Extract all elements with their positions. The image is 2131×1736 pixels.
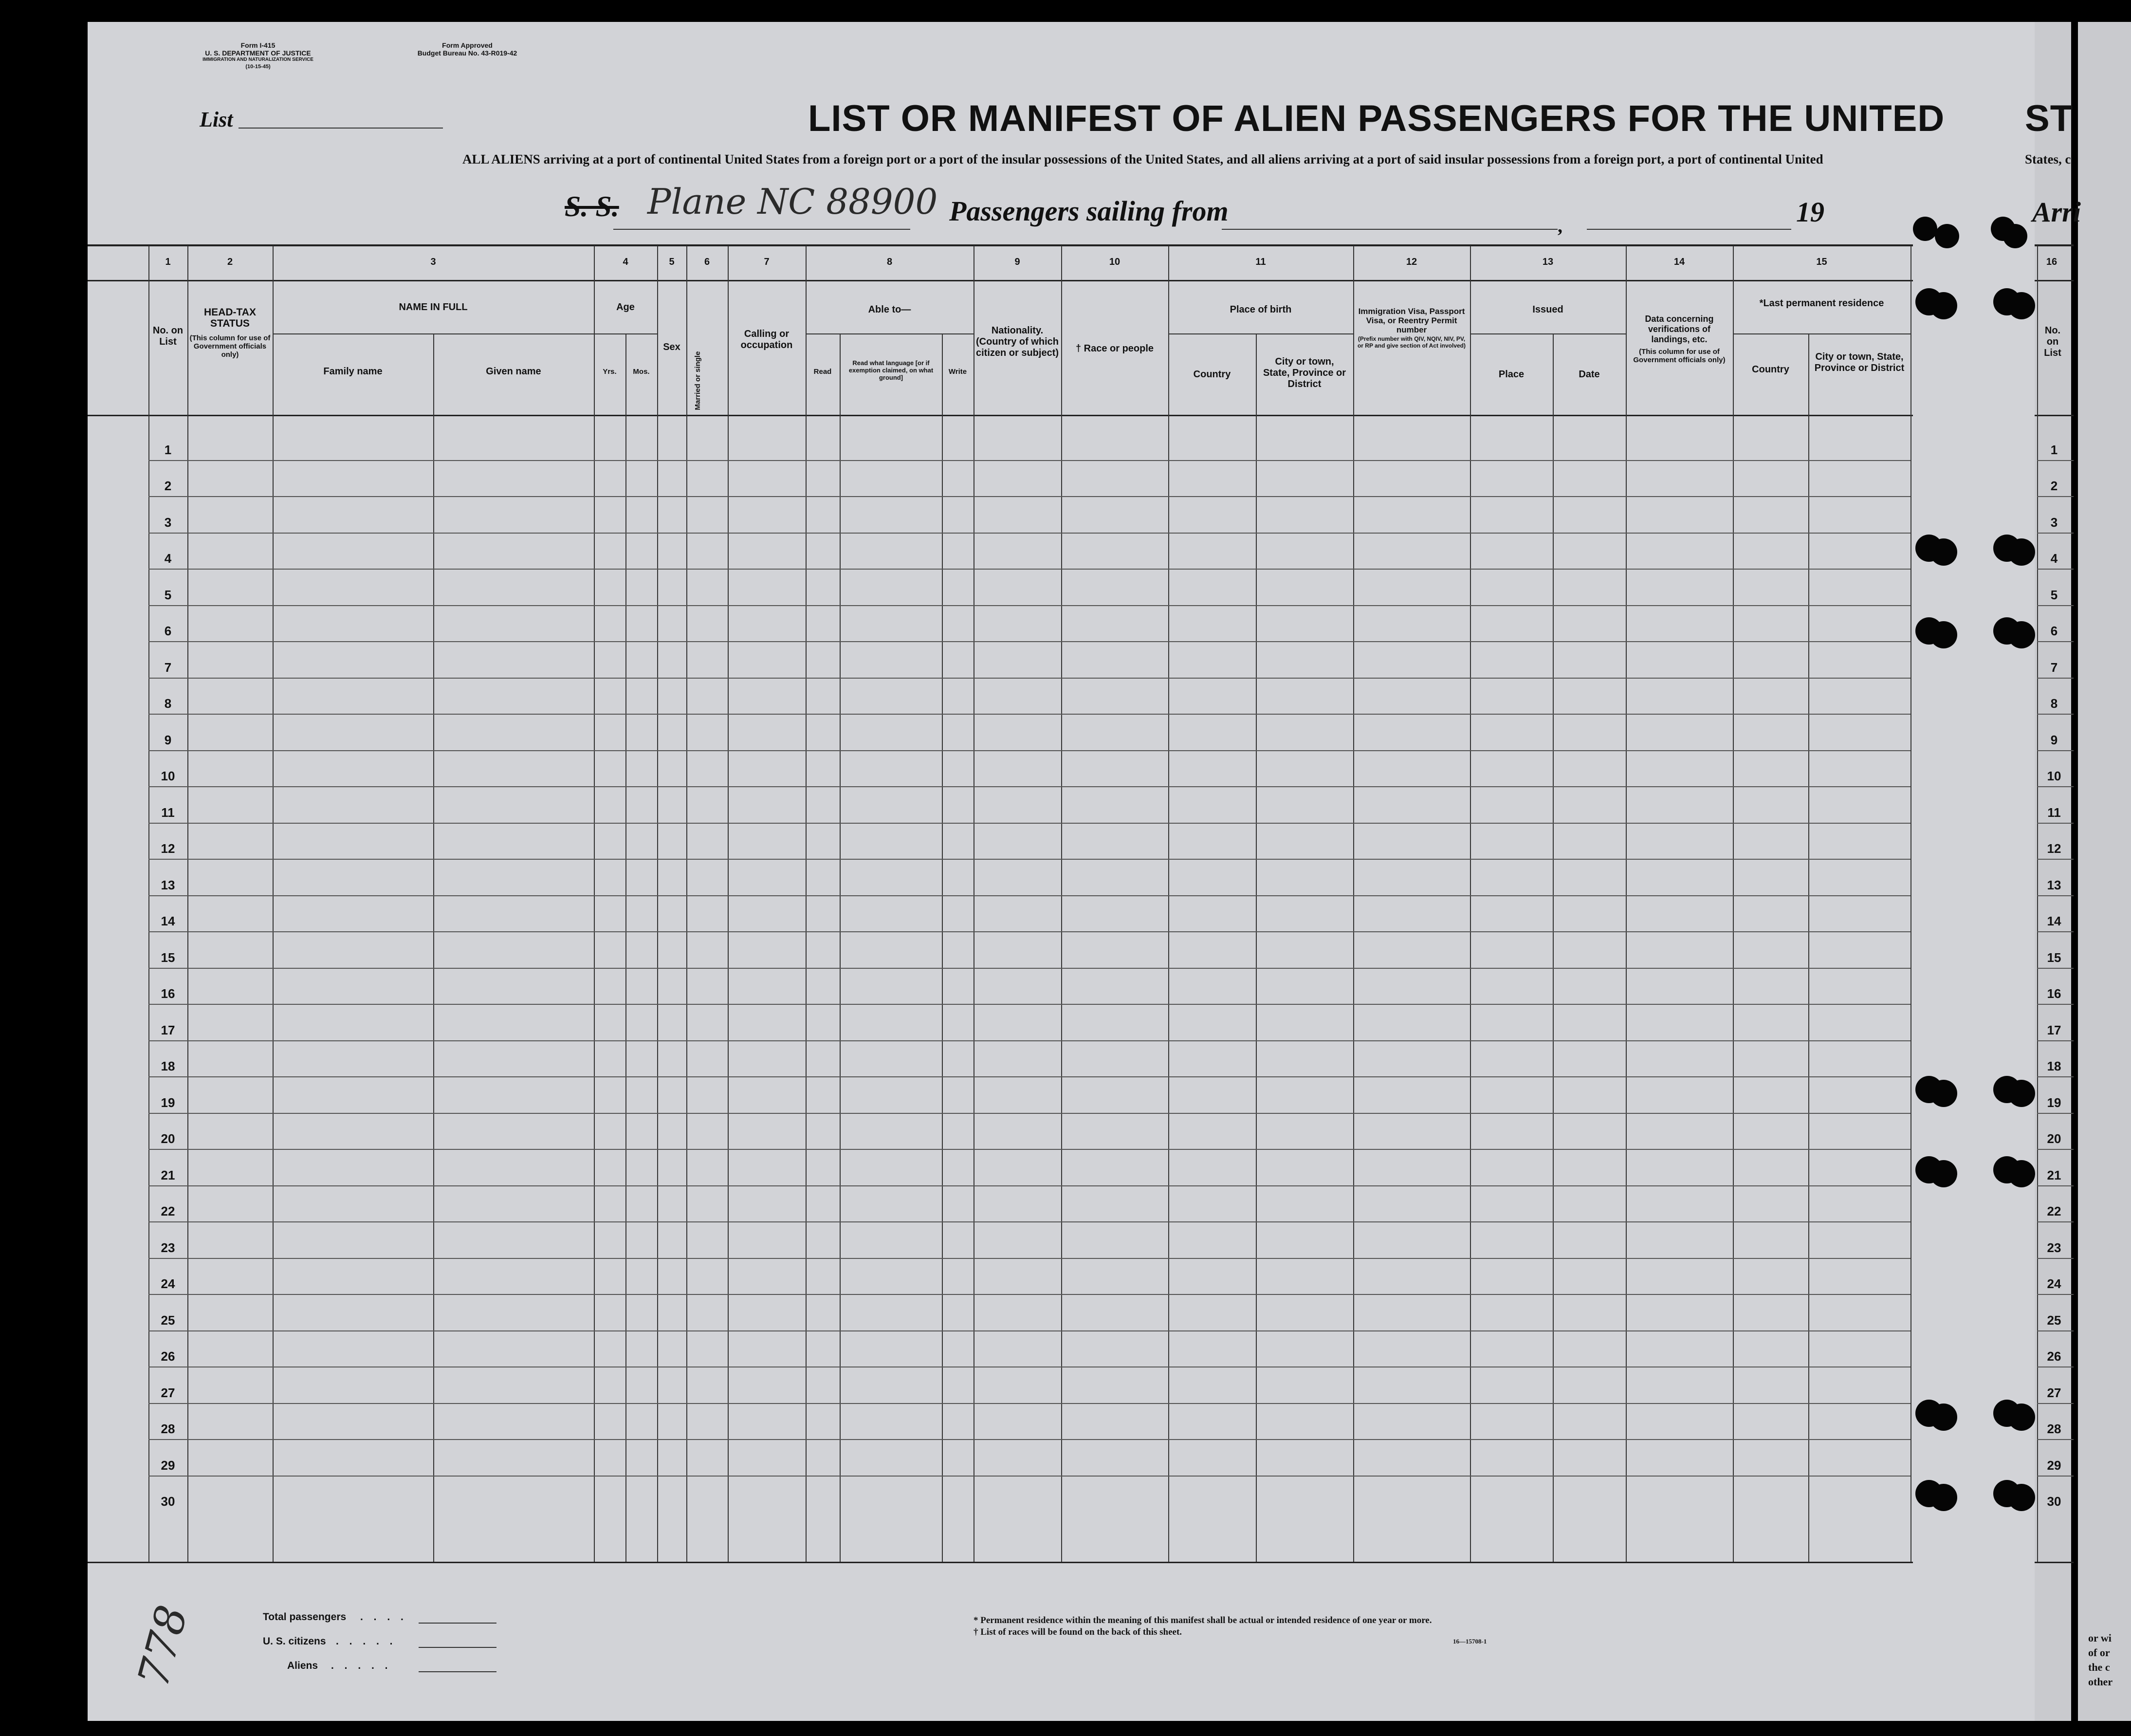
col-head-read: Read [813,368,832,376]
col-head-immigration-visa: Immigration Visa, Passport Visa, or Reentry Permit number (Prefix number with QIV, NQIV, NIV, PV, or RP and give section of Act involved) [1357,307,1466,349]
header-bottom-rule [88,415,1913,416]
row-number: 24 [161,1276,175,1291]
footer-dots: . . . . [360,1611,407,1623]
strip-row-number: 17 [2047,1023,2061,1037]
row-divider [148,1149,1911,1150]
row-divider [148,1004,1911,1005]
strip-number-rule [2035,280,2074,281]
row-divider [148,1040,1911,1041]
strip-row-divider [2037,895,2074,896]
strip-footer-fragments: or wi of or the c other [2088,1632,2113,1688]
col-head-residence-city: City or town, State, Province or District [1814,351,1905,373]
strip-row-number: 21 [2047,1168,2061,1182]
punch-hole [1930,1404,1957,1431]
row-number: 25 [161,1313,175,1328]
sailing-date-line [1587,229,1791,230]
row-divider [148,714,1911,715]
row-divider [148,859,1911,860]
col-number-9: 9 [1014,257,1020,267]
row-number: 15 [161,950,175,965]
col-head-race-or-people: † Race or people [1075,343,1154,354]
col-head-nationality: Nationality. (Country of which citizen or subject) [975,325,1059,358]
strip-row-number: 3 [2050,515,2058,530]
strip-row-number: 18 [2047,1059,2061,1073]
row-divider [148,460,1911,461]
strip-top-rule [2035,244,2074,246]
row-number: 18 [161,1059,175,1073]
col-head-issued-place: Place [1498,369,1525,380]
strip-row-number: 11 [2047,805,2061,820]
col-head-head-tax: HEAD-TAX STATUS (This column for use of Government officials only) [189,307,271,359]
col-number-16: 16 [2046,257,2058,267]
strip-row-divider [2037,931,2074,932]
strip-row-divider [2037,750,2074,751]
vessel-name-handwritten: Plane NC 88900 [647,181,938,222]
strip-title-fragment: ST [2025,98,2074,139]
aliens-label: Aliens [287,1660,318,1671]
strip-row-divider [2037,786,2074,787]
col-head-no-on-list: No. on List [152,325,184,347]
strip-row-divider [2037,1040,2074,1041]
footer-dots: . . . . . [336,1636,397,1647]
strip-row-number: 22 [2047,1204,2061,1219]
row-divider [148,496,1911,497]
col-head-name-in-full: NAME IN FULL [399,302,468,313]
strip-row-number: 27 [2047,1385,2061,1400]
row-divider [148,533,1911,534]
comma: , [1558,215,1562,237]
strip-row-number: 24 [2047,1276,2061,1291]
col-number-7: 7 [764,257,770,267]
strip-row-divider [2037,1076,2074,1077]
row-number: 7 [164,660,172,675]
row-divider [148,1076,1911,1077]
total-passengers-label: Total passengers [263,1611,347,1623]
table-top-rule [88,244,1913,246]
sailing-port-line [1222,229,1558,230]
strip-row-divider [2037,496,2074,497]
row-number: 16 [161,986,175,1001]
col-head-birth-country: Country [1193,369,1231,380]
strip-row-number: 7 [2050,660,2058,675]
strip-header-rule [2035,415,2074,416]
col-head-last-residence: *Last permanent residence [1759,298,1884,309]
col-head-write: Write [948,368,967,376]
strip-row-divider [2037,859,2074,860]
col-number-2: 2 [227,257,233,267]
manifest-sheet [88,22,2074,1721]
row-divider [148,823,1911,824]
col-head-given-name: Given name [486,366,541,377]
punch-hole [2008,621,2035,648]
row-divider [148,1185,1911,1186]
col-number-15: 15 [1816,257,1827,267]
col-number-12: 12 [1406,257,1417,267]
strip-row-divider [2037,641,2074,642]
punch-hole [1930,292,1957,319]
budget-approval: Form Approved Budget Bureau No. 43-R019-42 [417,41,517,57]
row-number: 23 [161,1240,175,1255]
us-citizens-line [419,1647,496,1648]
form-identifier: Form I-415 U. S. DEPARTMENT OF JUSTICE IMMIGRATION AND NATURALIZATION SERVICE (10-15-45) [202,41,313,70]
col-head-family-name: Family name [323,366,383,377]
punch-hole [2008,1080,2035,1107]
strip-row-number: 1 [2050,443,2058,457]
col-number-4: 4 [623,257,628,267]
strip-row-number: 19 [2047,1095,2061,1110]
col-head-calling-or-occupation: Calling or occupation [740,329,793,351]
strip-row-number: 15 [2047,950,2061,965]
strip-row-number: 5 [2050,588,2058,602]
row-number: 10 [161,769,175,783]
col-head-verifications: Data concerning verifications of landings, etc. (This column for use of Government officials only) [1633,314,1726,364]
strip-row-number: 16 [2047,986,2061,1001]
row-number: 19 [161,1095,175,1110]
row-number: 13 [161,878,175,892]
punch-hole [1930,1080,1957,1107]
row-divider [148,1476,1911,1477]
strip-col-head-no-on-list: No. on List [2044,325,2061,358]
col-number-10: 10 [1109,257,1121,267]
row-divider [148,895,1911,896]
col-head-place-of-birth: Place of birth [1230,304,1292,315]
col-number-5: 5 [669,257,675,267]
strip-row-number: 23 [2047,1240,2061,1255]
strip-row-divider [2037,1185,2074,1186]
row-divider [148,678,1911,679]
col-head-sex: Sex [663,342,680,352]
strip-row-number: 9 [2050,733,2058,747]
row-number: 11 [161,805,175,820]
strip-row-divider [2037,1258,2074,1259]
punch-hole [2008,1404,2035,1431]
row-number: 5 [164,588,172,602]
strip-row-divider [2037,1476,2074,1477]
list-label: List [200,108,233,131]
print-code: 16—15708-1 [1453,1638,1487,1645]
strip-row-number: 26 [2047,1349,2061,1364]
strip-subtitle-fragment: States, c [2025,152,2071,166]
col-number-3: 3 [430,257,436,267]
page-title: LIST OR MANIFEST OF ALIEN PASSENGERS FOR THE UNITED [808,98,1945,139]
strip-row-divider [2037,1004,2074,1005]
row-number: 30 [161,1494,175,1509]
row-divider [148,605,1911,606]
strip-arrival-fragment: Arri [2032,196,2081,228]
strip-row-divider [2037,460,2074,461]
row-number: 26 [161,1349,175,1364]
strip-row-number: 6 [2050,624,2058,638]
col-head-age-years: Yrs. [603,368,617,376]
row-number: 14 [161,914,175,928]
note-permanent-residence: * Permanent residence within the meaning of this manifest shall be actual or intended residence of one year or more. [974,1615,1432,1625]
col-number-6: 6 [704,257,710,267]
vessel-line [613,229,910,230]
col-head-age-months: Mos. [633,368,650,376]
row-divider [148,569,1911,570]
row-number: 27 [161,1385,175,1400]
strip-row-divider [2037,823,2074,824]
punch-hole [1913,217,1937,241]
sailing-from-label: Passengers sailing from [949,195,1229,227]
row-number: 1 [164,443,172,457]
punch-hole [2008,538,2035,566]
strip-row-divider [2037,1149,2074,1150]
punch-hole [2008,292,2035,319]
strip-row-divider [2037,569,2074,570]
row-divider [148,786,1911,787]
row-divider [148,1258,1911,1259]
strip-row-divider [2037,1439,2074,1440]
handwritten-number: 778 [128,1600,198,1692]
col-number-14: 14 [1673,257,1685,267]
total-passengers-line [419,1623,496,1624]
row-number: 2 [164,479,172,493]
row-number: 9 [164,733,172,747]
col-number-8: 8 [886,257,893,267]
strip-row-number: 20 [2047,1131,2061,1146]
row-divider [148,1113,1911,1114]
punch-hole [1930,1484,1957,1511]
strip-row-number: 29 [2047,1458,2061,1473]
strip-row-number: 30 [2047,1494,2061,1509]
strip-row-number: 2 [2050,479,2058,493]
col-head-read-what-language: Read what language [or if exemption claimed, on what ground] [848,359,934,381]
footer-dots: . . . . . [331,1660,392,1671]
row-divider [148,750,1911,751]
strip-row-number: 25 [2047,1313,2061,1328]
us-citizens-label: U. S. citizens [263,1636,326,1647]
strip-row-divider [2037,678,2074,679]
strip-row-divider [2037,1294,2074,1295]
row-divider [148,1403,1911,1404]
col-number-11: 11 [1255,257,1266,267]
strip-row-divider [2037,968,2074,969]
row-divider [148,931,1911,932]
column-number-rule [88,280,1913,281]
strip-bottom-rule [2035,1562,2074,1563]
row-divider [148,641,1911,642]
row-number: 20 [161,1131,175,1146]
list-number-line [239,128,443,129]
row-number: 3 [164,515,172,530]
strip-row-number: 4 [2050,551,2058,566]
col-head-birth-city: City or town, State, Province or District [1263,356,1346,389]
punch-hole [1930,621,1957,648]
row-number: 29 [161,1458,175,1473]
aliens-line [419,1671,496,1672]
strip-row-number: 12 [2047,841,2061,856]
strip-row-divider [2037,1330,2074,1331]
strip-row-divider [2037,1113,2074,1114]
strip-row-number: 8 [2050,696,2058,711]
note-list-of-races: † List of races will be found on the back of this sheet. [974,1627,1182,1637]
row-divider [148,1221,1911,1222]
strip-row-number: 28 [2047,1422,2061,1436]
col-head-married-or-single: Married or single [694,351,702,410]
row-divider [148,1439,1911,1440]
col-head-able-to: Able to— [868,304,911,315]
row-number: 6 [164,624,172,638]
col-number-13: 13 [1542,257,1554,267]
row-number: 17 [161,1023,175,1037]
row-number: 21 [161,1168,175,1182]
table-bottom-rule [88,1562,1913,1563]
row-number: 22 [161,1204,175,1219]
ss-label: S. S. [565,190,619,222]
row-divider [148,1330,1911,1331]
strip-row-number: 13 [2047,878,2061,892]
col-head-age: Age [616,302,635,313]
row-divider [148,968,1911,969]
row-number: 12 [161,841,175,856]
punch-hole [1935,224,1959,248]
strip-row-divider [2037,533,2074,534]
page-subtitle: ALL ALIENS arriving at a port of continental United States from a foreign port or a port of the insular possessions of the United States, and all aliens arriving at a port of said insular possessions from a foreign port, a port of continental United [462,152,1823,166]
punch-hole [1930,1160,1957,1187]
row-number: 4 [164,551,172,566]
row-number: 8 [164,696,172,711]
strip-row-number: 10 [2047,769,2061,783]
punch-hole [2003,224,2027,248]
year-prefix: 19 [1796,196,1824,228]
row-number: 28 [161,1422,175,1436]
strip-row-divider [2037,1221,2074,1222]
col-head-issued: Issued [1532,304,1563,315]
strip-row-divider [2037,1403,2074,1404]
strip-row-divider [2037,605,2074,606]
punch-hole [2008,1160,2035,1187]
row-divider [148,1294,1911,1295]
col-head-residence-country: Country [1752,364,1789,375]
strip-row-divider [2037,714,2074,715]
col-head-issued-date: Date [1579,369,1600,380]
punch-hole [2008,1484,2035,1511]
strip-row-number: 14 [2047,914,2061,928]
punch-hole [1930,538,1957,566]
col-number-1: 1 [165,257,171,267]
